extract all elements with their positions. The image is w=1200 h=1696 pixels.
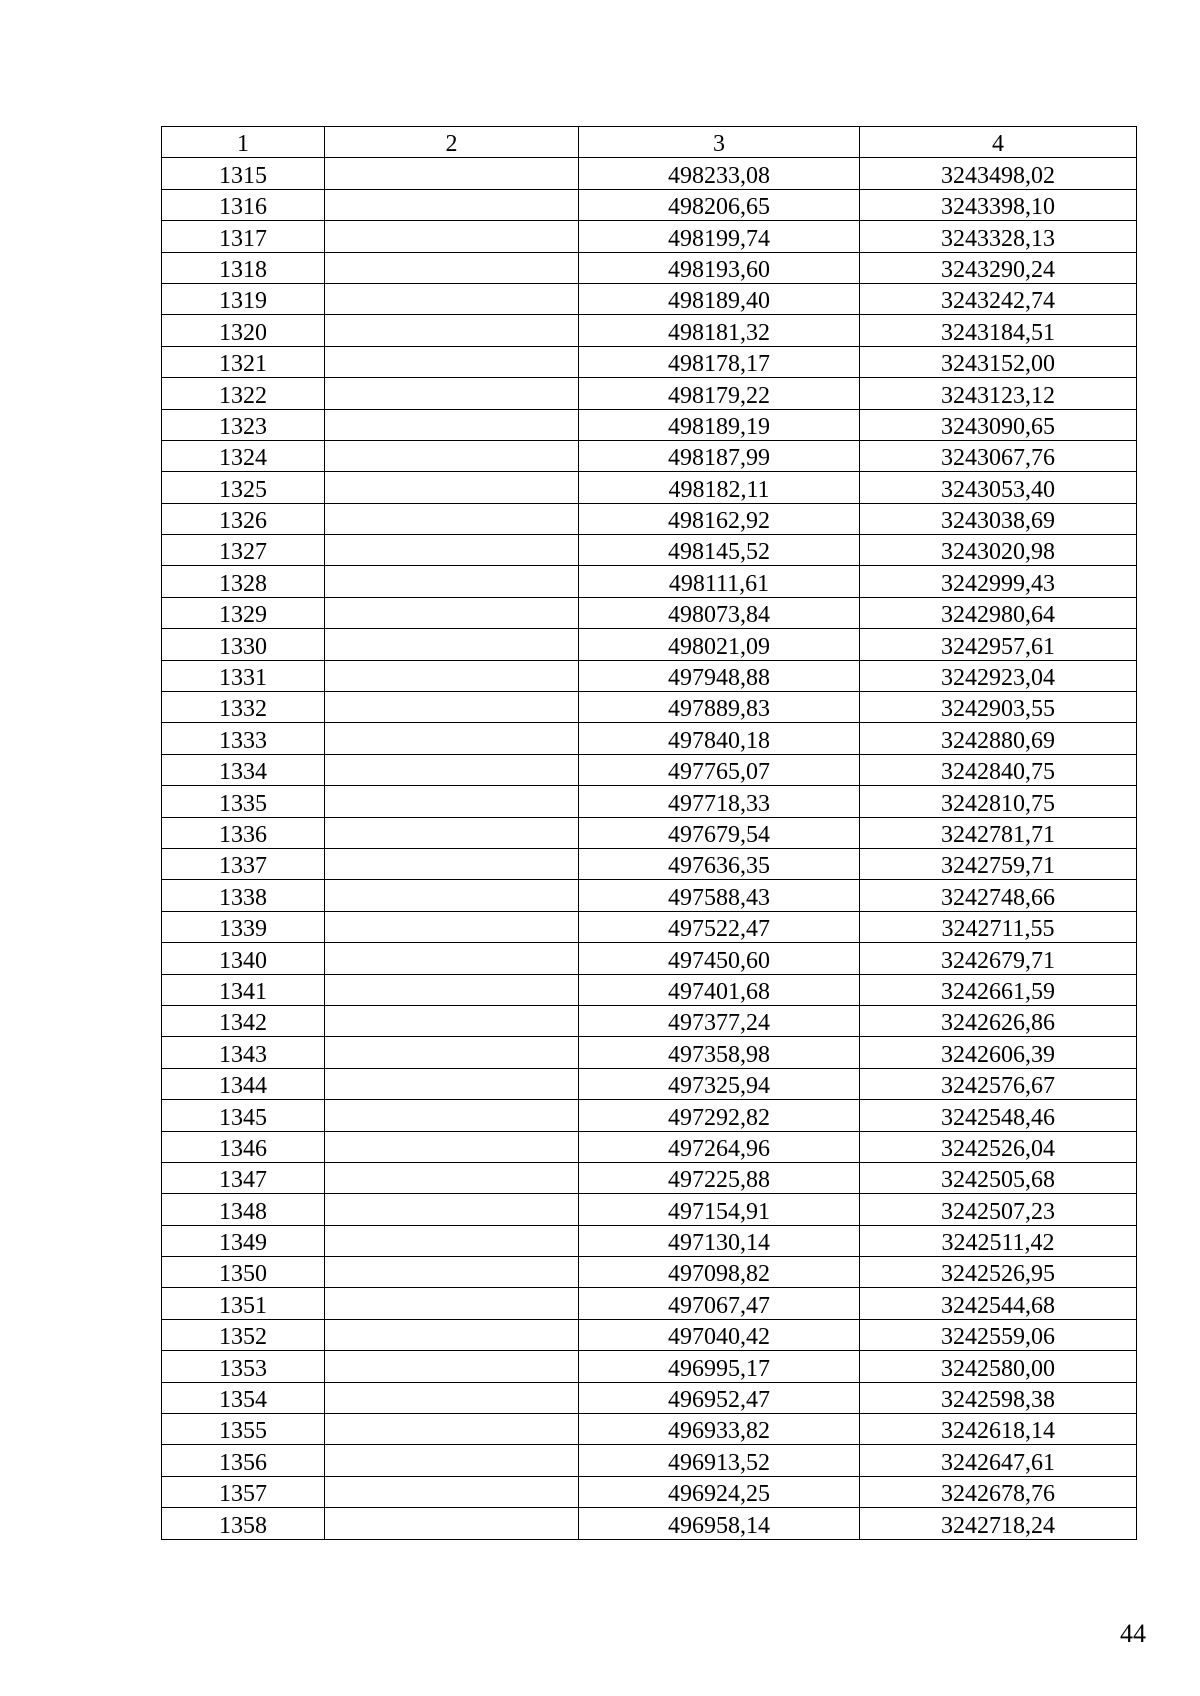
x-coordinate-cell: 497130,14 (579, 1225, 860, 1256)
x-coordinate-cell: 498073,84 (579, 597, 860, 628)
x-coordinate-cell: 497098,82 (579, 1257, 860, 1288)
description-cell (325, 1288, 579, 1319)
y-coordinate-cell: 3242606,39 (860, 1037, 1137, 1068)
y-coordinate-cell: 3243053,40 (860, 472, 1137, 503)
table-row (162, 723, 1137, 754)
y-coordinate-cell: 3242505,68 (860, 1162, 1137, 1193)
table-row (162, 911, 1137, 942)
point-number-cell: 1334 (162, 754, 325, 785)
table-row (162, 252, 1137, 283)
y-coordinate-cell: 3242718,24 (860, 1508, 1137, 1539)
description-cell (325, 629, 579, 660)
x-coordinate-cell: 498189,40 (579, 283, 860, 314)
table-header-row (162, 127, 1137, 158)
point-number-cell: 1324 (162, 440, 325, 471)
x-coordinate-cell: 497450,60 (579, 943, 860, 974)
x-coordinate-cell: 498182,11 (579, 472, 860, 503)
point-number-cell: 1339 (162, 911, 325, 942)
table-row (162, 440, 1137, 471)
x-coordinate-cell: 498178,17 (579, 346, 860, 377)
x-coordinate-cell: 497588,43 (579, 880, 860, 911)
point-number-cell: 1341 (162, 974, 325, 1005)
point-number-cell: 1346 (162, 1131, 325, 1162)
point-number-cell: 1323 (162, 409, 325, 440)
description-cell (325, 1162, 579, 1193)
y-coordinate-cell: 3242511,42 (860, 1225, 1137, 1256)
y-coordinate-cell: 3243123,12 (860, 378, 1137, 409)
point-number-cell: 1331 (162, 660, 325, 691)
point-number-cell: 1349 (162, 1225, 325, 1256)
point-number-cell: 1342 (162, 1005, 325, 1036)
table-row (162, 1508, 1137, 1539)
y-coordinate-cell: 3243090,65 (860, 409, 1137, 440)
point-number-cell: 1345 (162, 1100, 325, 1131)
description-cell (325, 1319, 579, 1350)
description-cell (325, 503, 579, 534)
x-coordinate-cell: 498181,32 (579, 315, 860, 346)
point-number-cell: 1316 (162, 189, 325, 220)
y-coordinate-cell: 3243184,51 (860, 315, 1137, 346)
x-coordinate-cell: 498179,22 (579, 378, 860, 409)
point-number-cell: 1326 (162, 503, 325, 534)
x-coordinate-cell: 496995,17 (579, 1351, 860, 1382)
y-coordinate-cell: 3243398,10 (860, 189, 1137, 220)
x-coordinate-cell: 497679,54 (579, 817, 860, 848)
description-cell (325, 378, 579, 409)
point-number-cell: 1317 (162, 221, 325, 252)
table-row (162, 189, 1137, 220)
point-number-cell: 1335 (162, 786, 325, 817)
x-coordinate-cell: 497948,88 (579, 660, 860, 691)
x-coordinate-cell: 497292,82 (579, 1100, 860, 1131)
y-coordinate-cell: 3242957,61 (860, 629, 1137, 660)
point-number-cell: 1333 (162, 723, 325, 754)
x-coordinate-cell: 498145,52 (579, 535, 860, 566)
description-cell (325, 786, 579, 817)
y-coordinate-cell: 3243290,24 (860, 252, 1137, 283)
description-cell (325, 566, 579, 597)
y-coordinate-cell: 3242559,06 (860, 1319, 1137, 1350)
x-coordinate-cell: 498189,19 (579, 409, 860, 440)
table-row (162, 1288, 1137, 1319)
y-coordinate-cell: 3242544,68 (860, 1288, 1137, 1319)
description-cell (325, 660, 579, 691)
y-coordinate-cell: 3242507,23 (860, 1194, 1137, 1225)
x-coordinate-cell: 497067,47 (579, 1288, 860, 1319)
y-coordinate-cell: 3242923,04 (860, 660, 1137, 691)
table-row (162, 880, 1137, 911)
coordinates-table (161, 126, 1137, 1540)
description-cell (325, 1037, 579, 1068)
description-cell (325, 1225, 579, 1256)
table-row (162, 974, 1137, 1005)
description-cell (325, 409, 579, 440)
x-coordinate-cell: 497765,07 (579, 754, 860, 785)
table-row (162, 1382, 1137, 1413)
y-coordinate-cell: 3242580,00 (860, 1351, 1137, 1382)
table-row (162, 1194, 1137, 1225)
description-cell (325, 1194, 579, 1225)
y-coordinate-cell: 3242526,04 (860, 1131, 1137, 1162)
x-coordinate-cell: 498021,09 (579, 629, 860, 660)
description-cell (325, 472, 579, 503)
y-coordinate-cell: 3242678,76 (860, 1476, 1137, 1507)
point-number-cell: 1347 (162, 1162, 325, 1193)
y-coordinate-cell: 3242840,75 (860, 754, 1137, 785)
y-coordinate-cell: 3242980,64 (860, 597, 1137, 628)
description-cell (325, 974, 579, 1005)
table-row (162, 409, 1137, 440)
point-number-cell: 1328 (162, 566, 325, 597)
description-cell (325, 1257, 579, 1288)
point-number-cell: 1329 (162, 597, 325, 628)
x-coordinate-cell: 498111,61 (579, 566, 860, 597)
point-number-cell: 1343 (162, 1037, 325, 1068)
description-cell (325, 1476, 579, 1507)
point-number-cell: 1325 (162, 472, 325, 503)
x-coordinate-cell: 497889,83 (579, 692, 860, 723)
point-number-cell: 1336 (162, 817, 325, 848)
y-coordinate-cell: 3243038,69 (860, 503, 1137, 534)
point-number-cell: 1319 (162, 283, 325, 314)
y-coordinate-cell: 3243328,13 (860, 221, 1137, 252)
table-body (162, 158, 1137, 1539)
x-coordinate-cell: 497401,68 (579, 974, 860, 1005)
description-cell (325, 252, 579, 283)
point-number-cell: 1318 (162, 252, 325, 283)
y-coordinate-cell: 3243242,74 (860, 283, 1137, 314)
description-cell (325, 1351, 579, 1382)
y-coordinate-cell: 3242647,61 (860, 1445, 1137, 1476)
description-cell (325, 1005, 579, 1036)
x-coordinate-cell: 497358,98 (579, 1037, 860, 1068)
y-coordinate-cell: 3242903,55 (860, 692, 1137, 723)
point-number-cell: 1322 (162, 378, 325, 409)
point-number-cell: 1355 (162, 1414, 325, 1445)
y-coordinate-cell: 3242810,75 (860, 786, 1137, 817)
table-row (162, 346, 1137, 377)
description-cell (325, 911, 579, 942)
point-number-cell: 1358 (162, 1508, 325, 1539)
x-coordinate-cell: 496933,82 (579, 1414, 860, 1445)
x-coordinate-cell: 497522,47 (579, 911, 860, 942)
description-cell (325, 440, 579, 471)
x-coordinate-cell: 496924,25 (579, 1476, 860, 1507)
description-cell (325, 1068, 579, 1099)
x-coordinate-cell: 497718,33 (579, 786, 860, 817)
point-number-cell: 1351 (162, 1288, 325, 1319)
y-coordinate-cell: 3242598,38 (860, 1382, 1137, 1413)
table-row (162, 1319, 1137, 1350)
y-coordinate-cell: 3243498,02 (860, 158, 1137, 189)
table-row (162, 692, 1137, 723)
table-row (162, 503, 1137, 534)
description-cell (325, 723, 579, 754)
point-number-cell: 1330 (162, 629, 325, 660)
description-cell (325, 692, 579, 723)
x-coordinate-cell: 498162,92 (579, 503, 860, 534)
x-coordinate-cell: 497264,96 (579, 1131, 860, 1162)
x-coordinate-cell: 497840,18 (579, 723, 860, 754)
table-row (162, 1131, 1137, 1162)
table-row (162, 221, 1137, 252)
y-coordinate-cell: 3242999,43 (860, 566, 1137, 597)
table-row (162, 848, 1137, 879)
description-cell (325, 346, 579, 377)
x-coordinate-cell: 496952,47 (579, 1382, 860, 1413)
table-row (162, 315, 1137, 346)
table-row (162, 1100, 1137, 1131)
x-coordinate-cell: 498233,08 (579, 158, 860, 189)
description-cell (325, 597, 579, 628)
table-row (162, 378, 1137, 409)
point-number-cell: 1352 (162, 1319, 325, 1350)
table-row (162, 472, 1137, 503)
description-cell (325, 817, 579, 848)
point-number-cell: 1350 (162, 1257, 325, 1288)
x-coordinate-cell: 497154,91 (579, 1194, 860, 1225)
y-coordinate-cell: 3242626,86 (860, 1005, 1137, 1036)
table-row (162, 566, 1137, 597)
description-cell (325, 1382, 579, 1413)
y-coordinate-cell: 3242679,71 (860, 943, 1137, 974)
x-coordinate-cell: 498199,74 (579, 221, 860, 252)
description-cell (325, 880, 579, 911)
x-coordinate-cell: 496913,52 (579, 1445, 860, 1476)
description-cell (325, 535, 579, 566)
y-coordinate-cell: 3242618,14 (860, 1414, 1137, 1445)
table-row (162, 1037, 1137, 1068)
table-row (162, 1414, 1137, 1445)
point-number-cell: 1320 (162, 315, 325, 346)
x-coordinate-cell: 496958,14 (579, 1508, 860, 1539)
table-row (162, 597, 1137, 628)
x-coordinate-cell: 498193,60 (579, 252, 860, 283)
table-row (162, 1445, 1137, 1476)
y-coordinate-cell: 3242576,67 (860, 1068, 1137, 1099)
y-coordinate-cell: 3242711,55 (860, 911, 1137, 942)
description-cell (325, 848, 579, 879)
table-row (162, 1005, 1137, 1036)
x-coordinate-cell: 498206,65 (579, 189, 860, 220)
point-number-cell: 1340 (162, 943, 325, 974)
x-coordinate-cell: 497040,42 (579, 1319, 860, 1350)
point-number-cell: 1338 (162, 880, 325, 911)
page-number: 44 (1120, 1619, 1146, 1648)
header-cell-1: 1 (162, 127, 325, 158)
point-number-cell: 1353 (162, 1351, 325, 1382)
x-coordinate-cell: 497636,35 (579, 848, 860, 879)
description-cell (325, 943, 579, 974)
x-coordinate-cell: 497377,24 (579, 1005, 860, 1036)
description-cell (325, 1414, 579, 1445)
y-coordinate-cell: 3242526,95 (860, 1257, 1137, 1288)
table-row (162, 1257, 1137, 1288)
description-cell (325, 283, 579, 314)
table-row (162, 754, 1137, 785)
y-coordinate-cell: 3242548,46 (860, 1100, 1137, 1131)
description-cell (325, 754, 579, 785)
table-row (162, 786, 1137, 817)
table-row (162, 629, 1137, 660)
point-number-cell: 1344 (162, 1068, 325, 1099)
point-number-cell: 1357 (162, 1476, 325, 1507)
table-row (162, 158, 1137, 189)
table-row (162, 943, 1137, 974)
description-cell (325, 1445, 579, 1476)
point-number-cell: 1337 (162, 848, 325, 879)
header-cell-3: 3 (579, 127, 860, 158)
table-row (162, 1351, 1137, 1382)
point-number-cell: 1356 (162, 1445, 325, 1476)
point-number-cell: 1332 (162, 692, 325, 723)
y-coordinate-cell: 3242781,71 (860, 817, 1137, 848)
table-row (162, 817, 1137, 848)
description-cell (325, 1100, 579, 1131)
description-cell (325, 1131, 579, 1162)
point-number-cell: 1327 (162, 535, 325, 566)
table-row (162, 283, 1137, 314)
point-number-cell: 1315 (162, 158, 325, 189)
x-coordinate-cell: 498187,99 (579, 440, 860, 471)
y-coordinate-cell: 3242759,71 (860, 848, 1137, 879)
table-row (162, 1225, 1137, 1256)
x-coordinate-cell: 497325,94 (579, 1068, 860, 1099)
point-number-cell: 1321 (162, 346, 325, 377)
y-coordinate-cell: 3243152,00 (860, 346, 1137, 377)
y-coordinate-cell: 3243020,98 (860, 535, 1137, 566)
y-coordinate-cell: 3242880,69 (860, 723, 1137, 754)
description-cell (325, 158, 579, 189)
description-cell (325, 189, 579, 220)
table-row (162, 1162, 1137, 1193)
header-cell-4: 4 (860, 127, 1137, 158)
table-row (162, 1476, 1137, 1507)
y-coordinate-cell: 3243067,76 (860, 440, 1137, 471)
table-row (162, 660, 1137, 691)
point-number-cell: 1348 (162, 1194, 325, 1225)
x-coordinate-cell: 497225,88 (579, 1162, 860, 1193)
description-cell (325, 221, 579, 252)
description-cell (325, 1508, 579, 1539)
y-coordinate-cell: 3242748,66 (860, 880, 1137, 911)
y-coordinate-cell: 3242661,59 (860, 974, 1137, 1005)
description-cell (325, 315, 579, 346)
table-row (162, 1068, 1137, 1099)
table-row (162, 535, 1137, 566)
header-cell-2: 2 (325, 127, 579, 158)
point-number-cell: 1354 (162, 1382, 325, 1413)
